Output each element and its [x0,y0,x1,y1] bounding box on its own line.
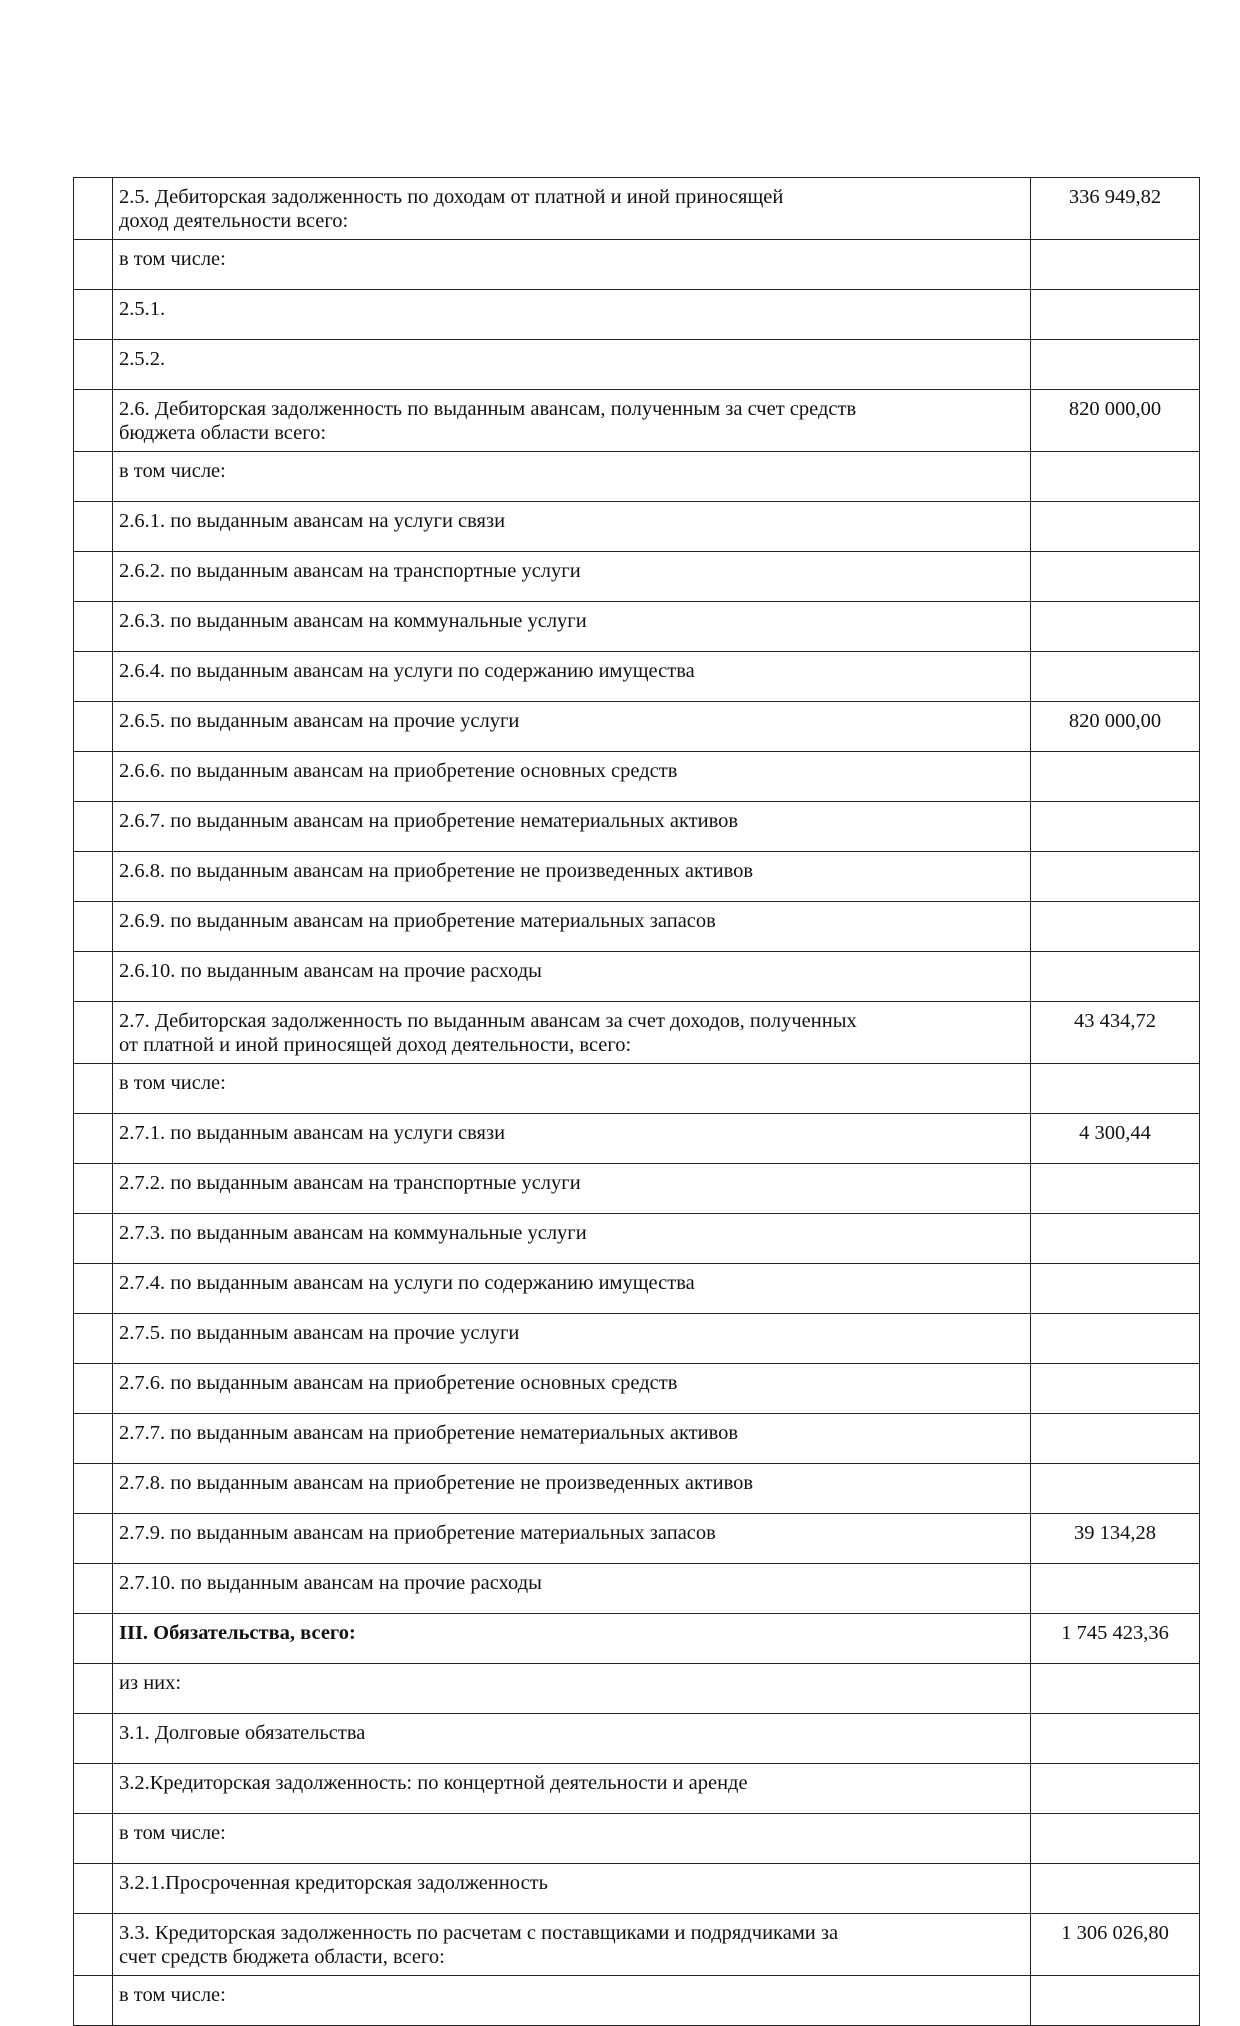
row-value [1031,1864,1200,1914]
row-value [1031,1764,1200,1814]
row-description-cell [113,1764,1031,1814]
table-row [74,1814,1200,1864]
table-row [74,502,1200,552]
row-value [1031,1214,1200,1264]
table-row [74,1364,1200,1414]
row-description-cell [113,1864,1031,1914]
row-description: 3.2.Кредиторская задолженность: по концертной деятельности и аренде [119,1772,748,1794]
row-description-cell [113,1614,1031,1664]
row-description-cell [113,1064,1031,1114]
row-number-cell [74,1364,113,1414]
row-value: 1 306 026,80 [1031,1914,1200,1976]
row-number-cell [74,1414,113,1464]
table-row [74,1264,1200,1314]
row-value: 820 000,00 [1031,702,1200,752]
table-row [74,902,1200,952]
table-row [74,1214,1200,1264]
row-number-cell [74,802,113,852]
row-value [1031,552,1200,602]
row-value [1031,1714,1200,1764]
row-description: 2.6.10. по выданным авансам на прочие расходы [119,960,542,982]
row-value: 336 949,82 [1031,178,1200,240]
table-row [74,1664,1200,1714]
row-description: 2.7.2. по выданным авансам на транспортные услуги [119,1172,581,1194]
row-value [1031,240,1200,290]
row-value [1031,452,1200,502]
row-value: 1 745 423,36 [1031,1614,1200,1664]
row-description-cell [113,502,1031,552]
row-value: 820 000,00 [1031,390,1200,452]
row-number-cell [74,178,113,240]
row-description-cell [113,1114,1031,1164]
row-number-cell [74,652,113,702]
table-row [74,1002,1200,1064]
row-description: в том числе: [119,248,226,270]
row-description: 2.7.4. по выданным авансам на услуги по содержанию имущества [119,1272,695,1294]
row-description: в том числе: [119,1822,226,1844]
row-value: 39 134,28 [1031,1514,1200,1564]
row-description: 2.5.2. [119,348,166,370]
row-description-cell [113,1264,1031,1314]
row-number-cell [74,702,113,752]
row-description: 2.7.9. по выданным авансам на приобретение материальных запасов [119,1522,716,1544]
row-description-cell [113,1976,1031,2026]
row-value [1031,1264,1200,1314]
row-description-cell [113,1364,1031,1414]
row-description-cell [113,1814,1031,1864]
row-description-cell [113,1914,1031,1976]
table-row [74,390,1200,452]
row-value [1031,952,1200,1002]
row-number-cell [74,1464,113,1514]
row-value [1031,1464,1200,1514]
row-value [1031,340,1200,390]
row-description: 2.7.5. по выданным авансам на прочие услуги [119,1322,520,1344]
row-description-cell [113,1414,1031,1464]
row-number-cell [74,1864,113,1914]
row-value [1031,502,1200,552]
table-row [74,602,1200,652]
row-description: 2.7.10. по выданным авансам на прочие расходы [119,1572,542,1594]
row-number-cell [74,852,113,902]
row-description: 3.1. Долговые обязательства [119,1722,366,1744]
row-value [1031,602,1200,652]
row-description-cell [113,1002,1031,1064]
row-number-cell [74,452,113,502]
row-description: 2.5. Дебиторская задолженность по доходам от платной и иной приносящей доход деятельности всего: [119,186,784,232]
row-description-cell [113,452,1031,502]
row-value [1031,290,1200,340]
row-description: 2.6.1. по выданным авансам на услуги связи [119,510,506,532]
row-number-cell [74,1976,113,2026]
row-value [1031,1564,1200,1614]
row-number-cell [74,240,113,290]
table-row [74,1114,1200,1164]
row-number-cell [74,1914,113,1976]
table-row [74,1064,1200,1114]
table-row [74,652,1200,702]
row-description: в том числе: [119,1984,226,2006]
row-number-cell [74,340,113,390]
row-description-cell [113,852,1031,902]
row-description: 2.7.1. по выданным авансам на услуги связи [119,1122,506,1144]
row-number-cell [74,1664,113,1714]
row-description-cell [113,602,1031,652]
table-row [74,552,1200,602]
row-value [1031,1664,1200,1714]
row-description-cell [113,1214,1031,1264]
row-number-cell [74,602,113,652]
row-description: III. Обязательства, всего: [119,1622,356,1644]
row-description: в том числе: [119,460,226,482]
table-row [74,1464,1200,1514]
row-value [1031,802,1200,852]
row-value [1031,1814,1200,1864]
row-description-cell [113,1314,1031,1364]
row-number-cell [74,502,113,552]
row-description: 2.7.3. по выданным авансам на коммунальные услуги [119,1222,587,1244]
row-value: 43 434,72 [1031,1002,1200,1064]
report-table-body [74,178,1200,2026]
row-value: 4 300,44 [1031,1114,1200,1164]
table-row [74,952,1200,1002]
table-row [74,802,1200,852]
row-value [1031,852,1200,902]
row-description: 2.6.5. по выданным авансам на прочие услуги [119,710,520,732]
row-description: 2.7. Дебиторская задолженность по выданным авансам за счет доходов, полученных от платной и иной приносящей доход деятельности, всего: [119,1010,857,1056]
table-row [74,452,1200,502]
table-row [74,340,1200,390]
row-number-cell [74,1214,113,1264]
row-value [1031,1314,1200,1364]
row-number-cell [74,1164,113,1214]
table-row [74,240,1200,290]
row-value [1031,1414,1200,1464]
row-description: в том числе: [119,1072,226,1094]
row-description: 2.7.6. по выданным авансам на приобретение основных средств [119,1372,678,1394]
row-number-cell [74,290,113,340]
row-description-cell [113,1664,1031,1714]
row-number-cell [74,752,113,802]
row-description-cell [113,652,1031,702]
row-description-cell [113,390,1031,452]
table-row [74,752,1200,802]
table-row [74,1764,1200,1814]
row-description: 2.7.8. по выданным авансам на приобретение не произведенных активов [119,1472,754,1494]
row-number-cell [74,1714,113,1764]
row-description-cell [113,290,1031,340]
row-description-cell [113,1714,1031,1764]
row-value [1031,1976,1200,2026]
row-description-cell [113,1164,1031,1214]
table-row [74,852,1200,902]
row-description: 3.3. Кредиторская задолженность по расчетам с поставщиками и подрядчиками за счет средств бюджета области, всего: [119,1922,839,1968]
row-value [1031,902,1200,952]
row-description: 2.7.7. по выданным авансам на приобретение нематериальных активов [119,1422,739,1444]
row-description-cell [113,952,1031,1002]
row-number-cell [74,1114,113,1164]
row-number-cell [74,1764,113,1814]
row-value [1031,1364,1200,1414]
row-number-cell [74,1264,113,1314]
row-value [1031,1064,1200,1114]
row-number-cell [74,902,113,952]
table-row [74,290,1200,340]
table-row [74,1564,1200,1614]
table-row [74,1164,1200,1214]
row-description-cell [113,240,1031,290]
financial-report-table [73,177,1200,2026]
table-row [74,1414,1200,1464]
row-description-cell [113,802,1031,852]
row-description-cell [113,902,1031,952]
table-row [74,1914,1200,1976]
table-row [74,1714,1200,1764]
row-description: 2.6. Дебиторская задолженность по выданным авансам, полученным за счет средств бюджета области всего: [119,398,857,444]
table-row [74,702,1200,752]
row-number-cell [74,1614,113,1664]
row-description: 2.6.4. по выданным авансам на услуги по содержанию имущества [119,660,695,682]
row-number-cell [74,952,113,1002]
row-description-cell [113,552,1031,602]
row-value [1031,752,1200,802]
row-number-cell [74,1314,113,1364]
row-value [1031,652,1200,702]
table-row [74,178,1200,240]
row-number-cell [74,552,113,602]
row-number-cell [74,1564,113,1614]
table-row [74,1614,1200,1664]
table-row [74,1514,1200,1564]
row-description: 3.2.1.Просроченная кредиторская задолженность [119,1872,548,1894]
table-row [74,1864,1200,1914]
row-description: 2.6.7. по выданным авансам на приобретение нематериальных активов [119,810,739,832]
table-row [74,1976,1200,2026]
row-description: 2.6.8. по выданным авансам на приобретение не произведенных активов [119,860,754,882]
row-description: 2.6.3. по выданным авансам на коммунальные услуги [119,610,587,632]
row-description-cell [113,702,1031,752]
row-number-cell [74,1514,113,1564]
row-description: 2.5.1. [119,298,166,320]
row-number-cell [74,1814,113,1864]
row-description: из них: [119,1672,182,1694]
row-description-cell [113,340,1031,390]
row-description: 2.6.9. по выданным авансам на приобретение материальных запасов [119,910,716,932]
row-description-cell [113,1564,1031,1614]
row-number-cell [74,1064,113,1114]
row-number-cell [74,390,113,452]
row-description: 2.6.2. по выданным авансам на транспортные услуги [119,560,581,582]
table-row [74,1314,1200,1364]
row-description: 2.6.6. по выданным авансам на приобретение основных средств [119,760,678,782]
row-value [1031,1164,1200,1214]
row-description-cell [113,752,1031,802]
row-description-cell [113,1464,1031,1514]
row-description-cell [113,178,1031,240]
row-number-cell [74,1002,113,1064]
row-description-cell [113,1514,1031,1564]
